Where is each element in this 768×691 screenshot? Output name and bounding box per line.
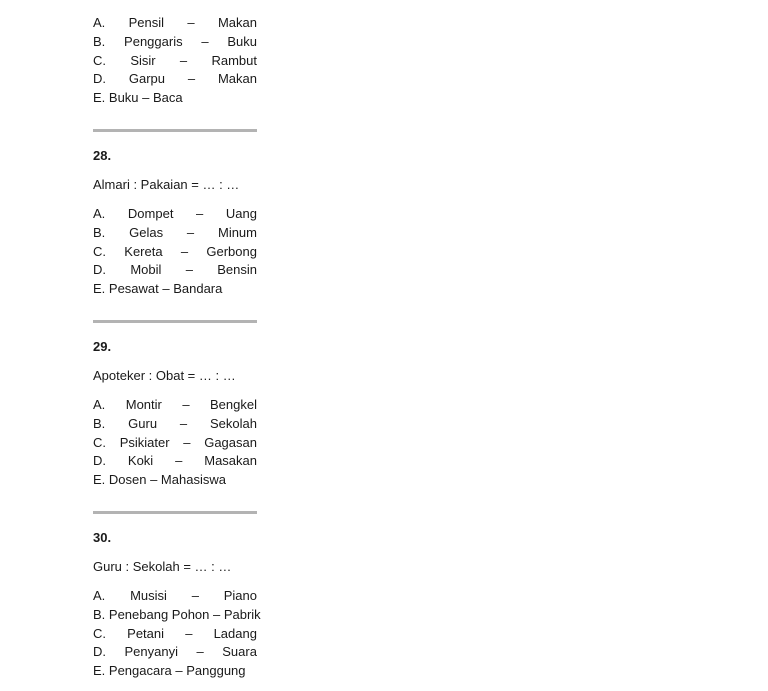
question-stem: Guru : Sekolah = … : …: [93, 559, 232, 574]
question-28-options: [93, 205, 257, 299]
question-divider: [93, 511, 257, 514]
option-e: E. Pengacara – Panggung: [93, 663, 246, 679]
option-c: C. Petani – Ladang: [93, 625, 257, 641]
question-number: 28.: [93, 148, 112, 163]
question-stem: Apoteker : Obat = … : …: [93, 368, 236, 383]
option-d: D. Koki – Masakan: [93, 453, 257, 469]
question-stem: Almari : Pakaian = … : …: [93, 177, 240, 192]
option-a: A. Dompet – Uang: [93, 206, 257, 221]
question-27-options: [93, 14, 257, 108]
question-number: 29.: [93, 339, 112, 354]
option-b: B. Penggaris – Buku: [93, 33, 257, 49]
option-d: D. Penyanyi – Suara: [93, 644, 257, 660]
option-a: A. Musisi – Piano: [93, 588, 257, 603]
option-c: C. Kereta – Gerbong: [93, 243, 257, 259]
option-a: A. Pensil – Makan: [93, 15, 257, 30]
option-d: D. Garpu – Makan: [93, 71, 257, 87]
question-divider: [93, 320, 257, 323]
option-b: B. Guru – Sekolah: [93, 415, 257, 431]
option-e: E. Buku – Baca: [93, 90, 183, 106]
option-c: C. Psikiater – Gagasan: [93, 434, 257, 450]
question-29-options: [93, 396, 257, 490]
question-30-options: [93, 587, 261, 681]
option-e: E. Dosen – Mahasiswa: [93, 472, 226, 488]
option-b: B. Penebang Pohon – Pabrik: [93, 606, 261, 622]
option-e: E. Pesawat – Bandara: [93, 281, 223, 297]
option-b: B. Gelas – Minum: [93, 224, 257, 240]
option-c: C. Sisir – Rambut: [93, 52, 257, 68]
question-divider: [93, 129, 257, 132]
option-d: D. Mobil – Bensin: [93, 262, 257, 278]
option-a: A. Montir – Bengkel: [93, 397, 257, 412]
question-number: 30.: [93, 530, 112, 545]
